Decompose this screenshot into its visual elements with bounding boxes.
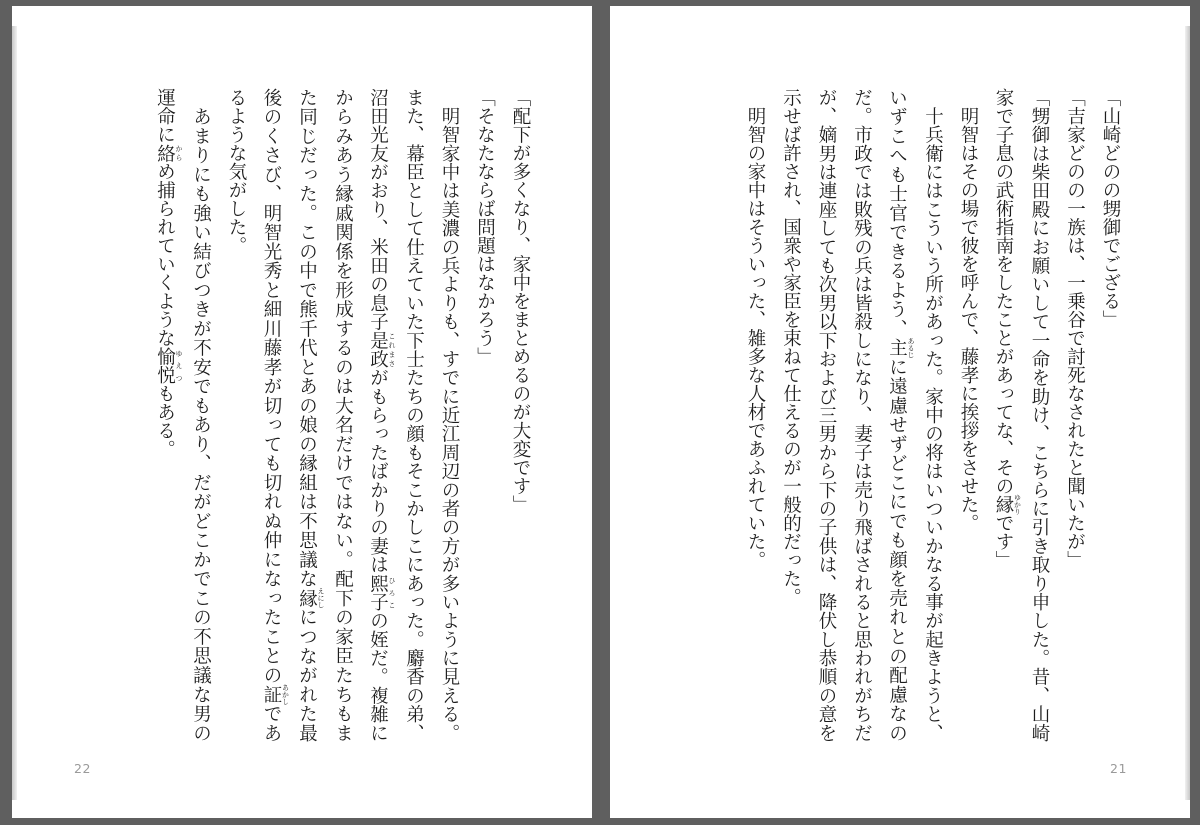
ruby-base: 熙子 <box>367 574 389 612</box>
text-run: の姪だ。複雑に <box>367 611 389 743</box>
ruby-reading: えにし <box>317 587 325 609</box>
ruby-base: 是政 <box>367 331 389 369</box>
text-run: いずこへも士官できるよう、 <box>886 88 908 339</box>
ruby-annotated-word <box>154 347 183 384</box>
text-run: 明智家中は美濃の兵よりも、すでに近江周辺の者の方が多いように見える。 <box>439 88 460 742</box>
ruby-base: 絡 <box>154 143 176 162</box>
text-run: が、嫡男は連座しても次男以下および三男から下の子供は、降伏し恭順の意を <box>816 88 837 742</box>
text-run: 十兵衛にはこういう所があった。家中の将はいついかなる事が起きようと、 <box>922 88 944 742</box>
text-run: め捕られていくような <box>154 162 176 347</box>
text-run: 運命に <box>154 88 176 144</box>
ruby-base: 縁 <box>993 493 1014 515</box>
ruby-annotated-word <box>993 493 1022 515</box>
text-run: 「山崎どのの甥御でござる」 <box>1100 88 1121 329</box>
ruby-reading: ゆえつ <box>175 347 183 384</box>
text-column <box>396 88 432 742</box>
text-run: であ <box>261 703 282 743</box>
text-run: た同じだった。この中で熊千代とあの娘の縁組は不思議な <box>296 88 318 589</box>
text-run: 「甥御は柴田殿にお願いして一命を助け、こちらに引き取り申した。昔、山崎 <box>1029 88 1050 742</box>
ruby-reading: ゆかり <box>1013 493 1022 515</box>
text-run: からみあう縁戚関係を形成するのは大名だけではない。配下の家臣たちもま <box>332 88 354 742</box>
text-run: 沼田光友がおり、米田の息子 <box>367 88 389 331</box>
text-run: だ。市政では敗残の兵は皆殺しになり、妻子は売り飛ばされると思われがちだ <box>851 88 873 742</box>
ruby-annotated-word <box>886 337 915 359</box>
right-page[interactable] <box>610 6 1190 818</box>
text-column <box>467 88 503 742</box>
page-number: 22 <box>74 761 91 776</box>
text-run: 明智はその場で彼を呼んで、藤孝に挨拶をさせた。 <box>958 88 979 532</box>
ruby-base: 愉悦 <box>154 347 176 384</box>
ruby-annotated-word <box>154 143 183 163</box>
text-run: 「そなたならば問題はなかろう」 <box>474 88 496 366</box>
text-column <box>809 88 845 742</box>
text-column <box>1022 88 1058 742</box>
page-text-columns <box>738 88 1129 742</box>
ruby-annotated-word <box>261 683 290 705</box>
left-page[interactable] <box>12 6 592 818</box>
text-run: 「配下が多くなり、家中をまとめるのが大変です」 <box>510 88 531 514</box>
ruby-annotated-word <box>367 331 396 369</box>
ruby-reading: ひろこ <box>388 574 396 612</box>
ruby-reading: あかし <box>281 683 290 705</box>
text-run: 家で子息の武術指南をしたことがあってな、その <box>993 88 1014 495</box>
text-column <box>183 88 219 742</box>
text-column <box>951 88 987 742</box>
page-text-columns <box>148 88 539 742</box>
text-column <box>219 88 255 742</box>
text-column <box>361 88 397 742</box>
ruby-base: 主 <box>886 337 908 359</box>
text-column <box>773 88 809 742</box>
page-number: 21 <box>1110 761 1127 776</box>
text-run: 後のくさび、明智光秀と細川藤孝が切っても切れぬ仲になったことの <box>261 88 282 685</box>
text-run: あまりにも強い結びつきが不安でもあり、だがどこかでこの不思議な男の <box>190 88 212 742</box>
text-column <box>432 88 468 742</box>
ruby-annotated-word <box>367 574 396 612</box>
text-column <box>290 88 326 742</box>
ruby-base: 証 <box>261 683 282 705</box>
ruby-reading: これまさ <box>388 331 396 369</box>
ruby-base: 縁 <box>296 587 318 609</box>
text-run: もある。 <box>154 384 176 458</box>
text-column <box>1093 88 1129 742</box>
text-run: がもらったばかりの妻は <box>367 368 389 574</box>
ruby-reading: から <box>175 143 183 162</box>
text-column <box>738 88 774 742</box>
text-column <box>1057 88 1093 742</box>
text-column <box>254 88 290 742</box>
text-run: 示せば許され、国衆や家臣を束ねて仕えるのが一般的だった。 <box>780 88 802 606</box>
ruby-reading: あるじ <box>907 337 915 359</box>
text-column <box>986 88 1022 742</box>
text-run: です」 <box>993 513 1014 569</box>
text-run: 「吉家どのの一族は、一乗谷で討死なされたと聞いたが」 <box>1064 88 1086 569</box>
text-run: また、幕臣として仕えていた下士たちの顔もそこかしこにあった。麝香の弟、 <box>403 88 425 742</box>
text-column <box>844 88 880 742</box>
text-column <box>915 88 951 742</box>
text-run: 明智の家中はそういった、雑多な人材であふれていた。 <box>745 88 766 569</box>
text-column <box>880 88 916 742</box>
text-column <box>325 88 361 742</box>
text-run: るような気がした。 <box>226 88 247 255</box>
ruby-annotated-word <box>296 587 325 609</box>
text-column <box>503 88 539 742</box>
text-run: に遠慮せずどこにでも顔を売れとの配慮なの <box>886 356 908 743</box>
text-run: につながれた最 <box>296 607 318 743</box>
text-column <box>148 88 184 742</box>
